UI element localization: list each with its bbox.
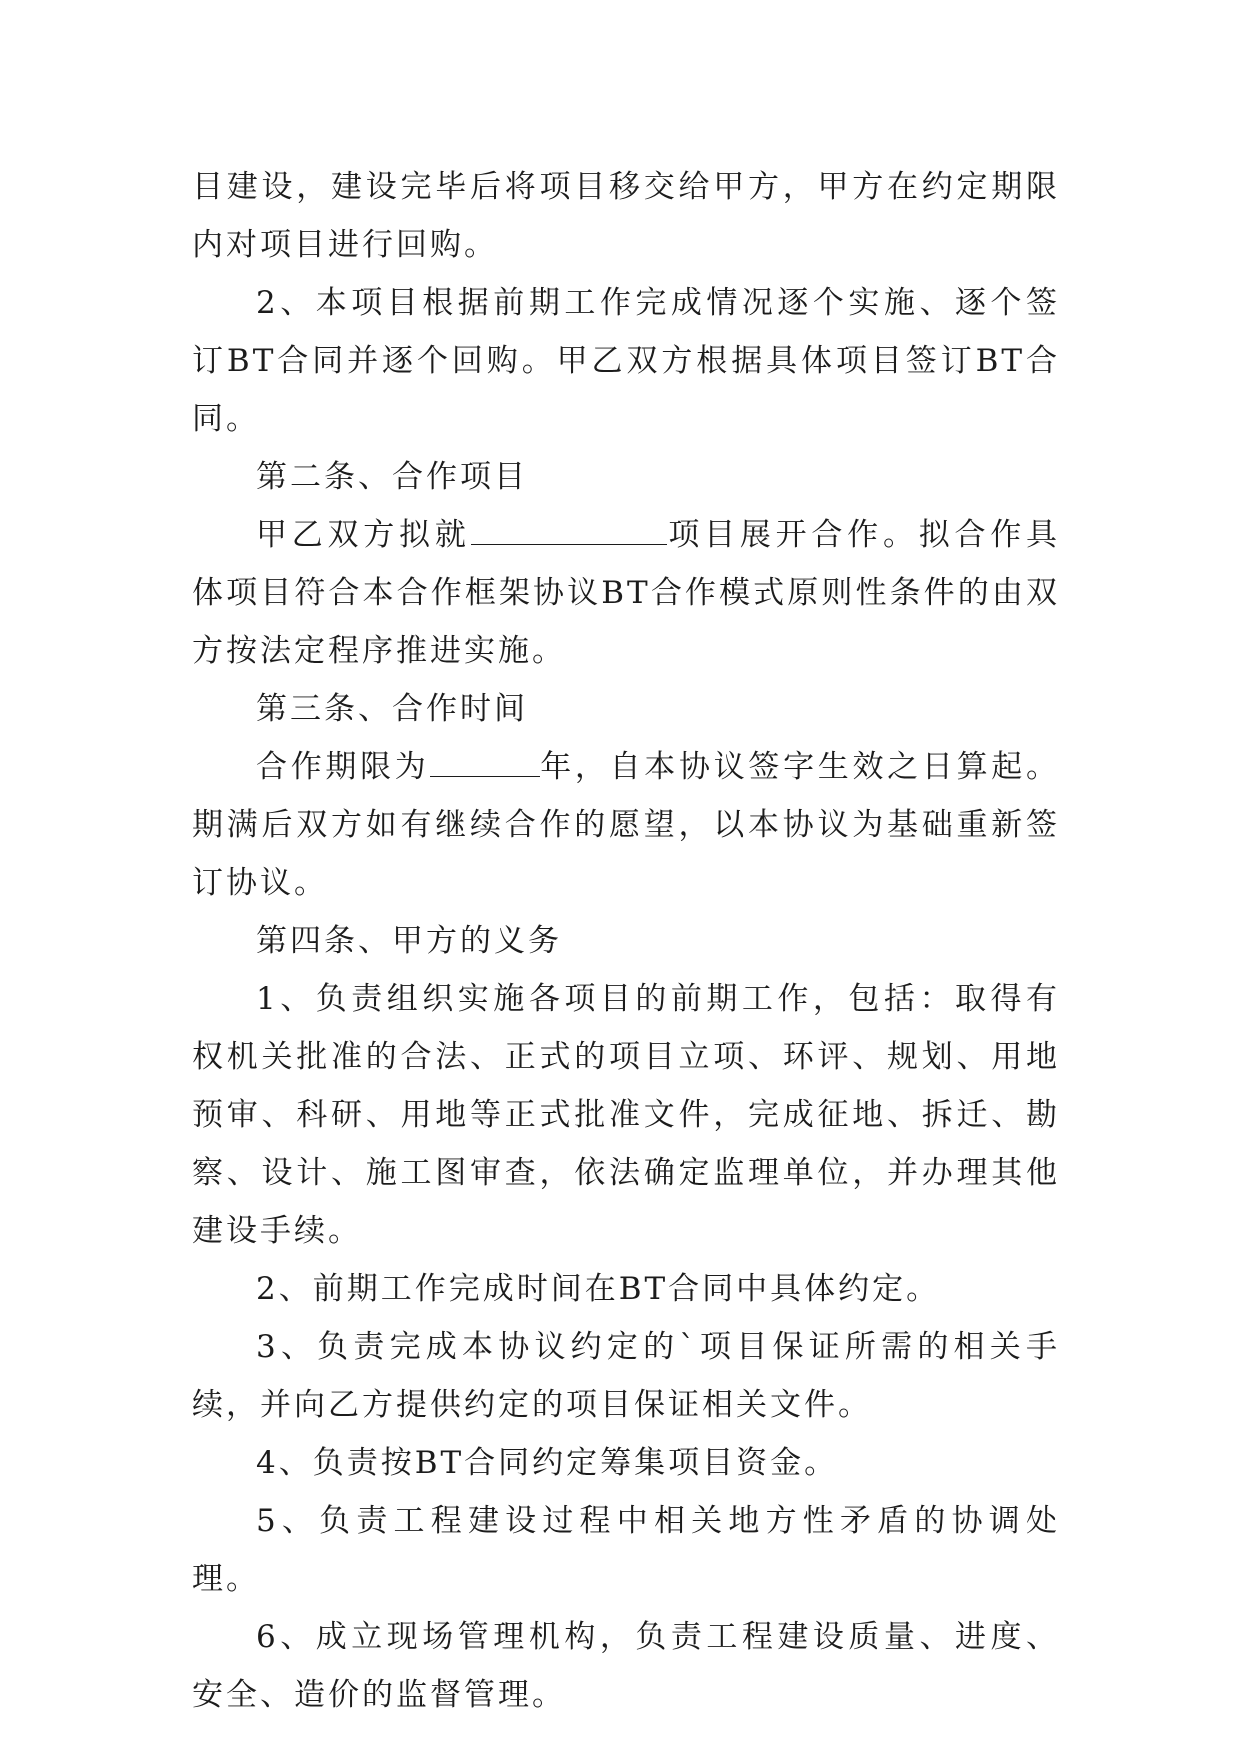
heading-article-4: 第四条、甲方的义务 bbox=[256, 923, 562, 959]
text-segment: 项目展开合作。拟合作具体项目符合本合作框架协议BT合作模式原则性条件的由双方按法定程序推进实施。 bbox=[192, 517, 1061, 669]
paragraph-clause-2: 2、本项目根据前期工作完成情况逐个实施、逐个签订BT合同并逐个回购。甲乙双方根据具体项目签订BT合同。 bbox=[192, 285, 1060, 437]
paragraph-duty-1: 1、负责组织实施各项目的前期工作，包括：取得有权机关批准的合法、正式的项目立项、环评、规划、用地预审、科研、用地等正式批准文件，完成征地、拆迁、勘察、设计、施工图审查，依法确定监理单位，并办理其他建设手续。 bbox=[192, 981, 1060, 1249]
text-segment: 合作期限为 bbox=[256, 749, 430, 785]
paragraph-cooperation-period bbox=[192, 738, 1060, 912]
heading-article-3: 第三条、合作时间 bbox=[256, 691, 528, 727]
text-segment: 甲乙双方拟就 bbox=[256, 517, 471, 553]
fill-in-blank-years bbox=[430, 746, 540, 777]
paragraph-duty-3: 3、负责完成本协议约定的`项目保证所需的相关手续，并向乙方提供约定的项目保证相关文件。 bbox=[192, 1329, 1060, 1423]
text-segment: 年，自本协议签字生效之日算起。期满后双方如有继续合作的愿望，以本协议为基础重新签订协议。 bbox=[192, 749, 1060, 901]
paragraph-duty-4: 4、负责按BT合同约定筹集项目资金。 bbox=[256, 1445, 839, 1481]
fill-in-blank-project bbox=[471, 514, 667, 545]
heading-article-2: 第二条、合作项目 bbox=[256, 459, 528, 495]
paragraph-duty-6: 6、成立现场管理机构，负责工程建设质量、进度、安全、造价的监督管理。 bbox=[192, 1619, 1060, 1713]
paragraph-continuation: 目建设，建设完毕后将项目移交给甲方，甲方在约定期限内对项目进行回购。 bbox=[192, 169, 1060, 263]
document-body bbox=[192, 158, 1060, 1724]
paragraph-cooperation-project bbox=[192, 506, 1060, 680]
paragraph-duty-2: 2、前期工作完成时间在BT合同中具体约定。 bbox=[256, 1271, 941, 1307]
paragraph-duty-5: 5、负责工程建设过程中相关地方性矛盾的协调处理。 bbox=[192, 1503, 1060, 1597]
